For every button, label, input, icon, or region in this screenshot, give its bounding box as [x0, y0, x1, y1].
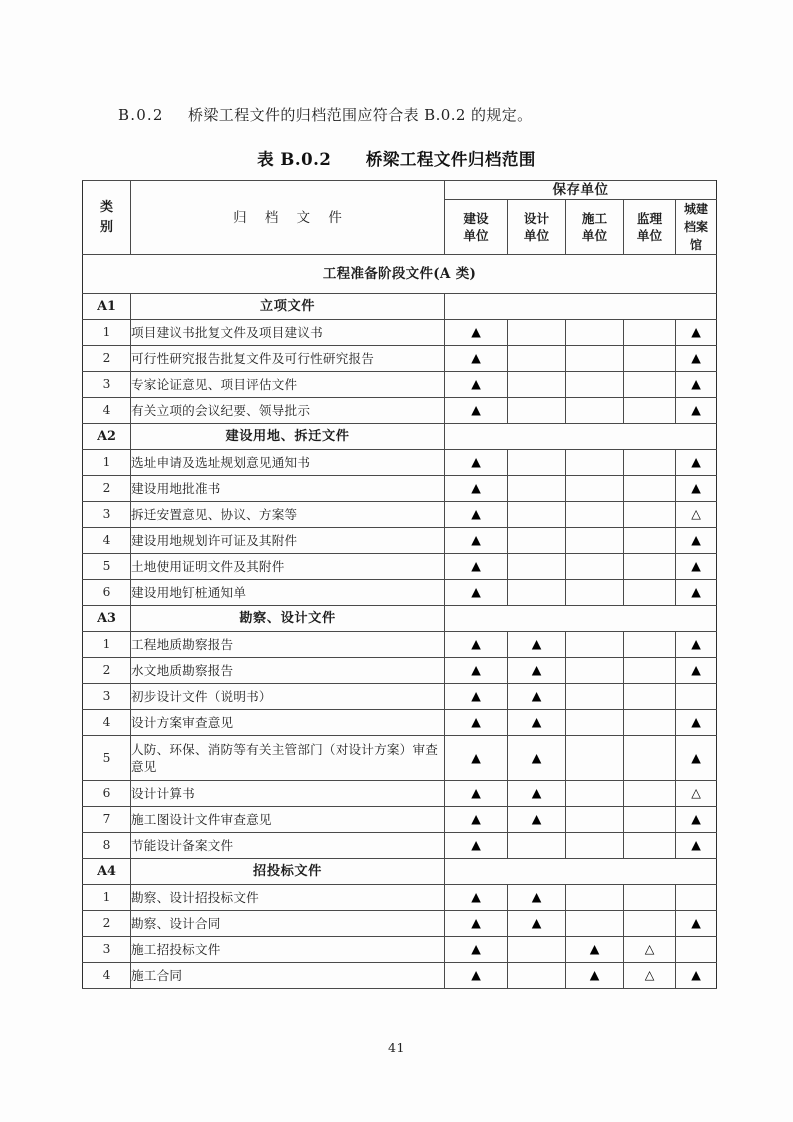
filled-triangle-icon: ▲: [691, 837, 701, 853]
row-mark-unit-3: [566, 398, 624, 424]
row-index: 7: [83, 807, 131, 833]
row-index: 1: [83, 320, 131, 346]
header-unit-line: 设计: [523, 211, 550, 227]
row-mark-unit-3: [566, 807, 624, 833]
group-header-row: [83, 859, 717, 885]
header-unit-line: 馆: [690, 238, 703, 253]
row-mark-unit-3: [566, 554, 624, 580]
row-mark-unit-5: [676, 554, 717, 580]
table-row: [83, 320, 717, 346]
row-document-name: 施工合同: [131, 963, 445, 989]
row-mark-unit-3: [566, 658, 624, 684]
row-document-name: 有关立项的会议纪要、领导批示: [131, 398, 445, 424]
filled-triangle-icon: ▲: [589, 941, 600, 957]
row-mark-unit-2: [508, 963, 566, 989]
row-index: 1: [83, 450, 131, 476]
header-unit-5: [676, 200, 717, 255]
row-mark-unit-5: [676, 450, 717, 476]
row-mark-unit-4: [624, 632, 676, 658]
header-unit-line: 建设: [463, 211, 489, 227]
row-mark-unit-2: [508, 476, 566, 502]
row-mark-unit-4: [624, 476, 676, 502]
row-mark-unit-1: [445, 937, 508, 963]
header-unit-line: 单位: [463, 228, 489, 244]
archive-scope-table: [82, 180, 717, 989]
row-index: 3: [83, 937, 131, 963]
row-mark-unit-2: [508, 710, 566, 736]
clause-text: 桥梁工程文件的归档范围应符合表 B.0.2 的规定。: [188, 106, 533, 124]
table-row: [83, 911, 717, 937]
filled-triangle-icon: ▲: [471, 532, 481, 548]
row-mark-unit-2: [508, 372, 566, 398]
group-code-A1: A1: [83, 294, 131, 320]
filled-triangle-icon: ▲: [471, 915, 481, 931]
header-unit-4: [624, 200, 676, 255]
filled-triangle-icon: ▲: [471, 350, 481, 366]
row-index: 5: [83, 736, 131, 781]
filled-triangle-icon: ▲: [471, 506, 481, 522]
row-mark-unit-5: [676, 476, 717, 502]
row-index: 3: [83, 372, 131, 398]
table-row: [83, 502, 717, 528]
row-mark-unit-4: [624, 554, 676, 580]
row-mark-unit-4: [624, 528, 676, 554]
row-mark-unit-1: [445, 528, 508, 554]
group-title-A1: 立项文件: [131, 294, 445, 320]
table-row: [83, 781, 717, 807]
table-row: [83, 807, 717, 833]
row-document-name: 可行性研究报告批复文件及可行性研究报告: [131, 346, 445, 372]
filled-triangle-icon: ▲: [691, 350, 701, 366]
row-mark-unit-1: [445, 736, 508, 781]
row-mark-unit-4: [624, 684, 676, 710]
row-index: 2: [83, 476, 131, 502]
row-mark-unit-5: [676, 710, 717, 736]
row-mark-unit-1: [445, 963, 508, 989]
table-row: [83, 963, 717, 989]
group-title-A2: 建设用地、拆迁文件: [131, 424, 445, 450]
header-unit-1: [445, 200, 508, 255]
filled-triangle-icon: ▲: [691, 811, 701, 827]
row-mark-unit-4: [624, 502, 676, 528]
row-mark-unit-5: [676, 398, 717, 424]
row-document-name: 勘察、设计合同: [131, 911, 445, 937]
row-mark-unit-3: [566, 528, 624, 554]
filled-triangle-icon: ▲: [691, 324, 701, 340]
table-row: [83, 580, 717, 606]
row-mark-unit-4: [624, 320, 676, 346]
row-document-name: 初步设计文件（说明书）: [131, 684, 445, 710]
row-mark-unit-2: [508, 632, 566, 658]
row-mark-unit-3: [566, 476, 624, 502]
row-mark-unit-4: [624, 911, 676, 937]
row-mark-unit-4: [624, 580, 676, 606]
header-unit-line: 单位: [636, 228, 663, 244]
table-caption: [0, 146, 793, 170]
row-document-name: 工程地质勘察报告: [131, 632, 445, 658]
row-index: 3: [83, 684, 131, 710]
group-blank-cells: [445, 294, 717, 320]
filled-triangle-icon: ▲: [471, 941, 481, 957]
filled-triangle-icon: ▲: [471, 584, 481, 600]
filled-triangle-icon: ▲: [471, 811, 481, 827]
row-document-name: 专家论证意见、项目评估文件: [131, 372, 445, 398]
filled-triangle-icon: ▲: [471, 688, 481, 704]
group-blank-cells: [445, 424, 717, 450]
row-index: 5: [83, 554, 131, 580]
filled-triangle-icon: ▲: [691, 967, 701, 983]
row-index: 6: [83, 580, 131, 606]
row-mark-unit-5: [676, 885, 717, 911]
row-document-name: 设计方案审查意见: [131, 710, 445, 736]
row-mark-unit-3: [566, 346, 624, 372]
hollow-triangle-icon: △: [644, 967, 655, 983]
row-mark-unit-1: [445, 372, 508, 398]
row-mark-unit-2: [508, 658, 566, 684]
row-mark-unit-4: [624, 736, 676, 781]
row-mark-unit-2: [508, 450, 566, 476]
filled-triangle-icon: ▲: [471, 324, 481, 340]
row-mark-unit-3: [566, 911, 624, 937]
row-mark-unit-2: [508, 528, 566, 554]
filled-triangle-icon: ▲: [471, 402, 481, 418]
row-mark-unit-2: [508, 502, 566, 528]
row-mark-unit-3: [566, 885, 624, 911]
row-mark-unit-4: [624, 781, 676, 807]
row-mark-unit-5: [676, 937, 717, 963]
row-mark-unit-5: [676, 502, 717, 528]
row-mark-unit-2: [508, 833, 566, 859]
row-mark-unit-5: [676, 658, 717, 684]
row-mark-unit-5: [676, 807, 717, 833]
row-mark-unit-1: [445, 320, 508, 346]
row-mark-unit-2: [508, 554, 566, 580]
row-mark-unit-1: [445, 554, 508, 580]
group-header-row: [83, 294, 717, 320]
filled-triangle-icon: ▲: [471, 636, 481, 652]
filled-triangle-icon: ▲: [531, 662, 542, 678]
row-mark-unit-1: [445, 580, 508, 606]
row-index: 3: [83, 502, 131, 528]
row-mark-unit-3: [566, 580, 624, 606]
row-mark-unit-4: [624, 398, 676, 424]
header-category-char: 类: [99, 200, 113, 216]
row-mark-unit-1: [445, 885, 508, 911]
row-mark-unit-2: [508, 580, 566, 606]
row-mark-unit-2: [508, 398, 566, 424]
header-preservation-unit-group: 保存单位: [445, 181, 717, 200]
row-mark-unit-4: [624, 372, 676, 398]
row-mark-unit-1: [445, 911, 508, 937]
table-row: [83, 398, 717, 424]
row-mark-unit-4: [624, 885, 676, 911]
row-document-name: 节能设计备案文件: [131, 833, 445, 859]
row-index: 1: [83, 632, 131, 658]
row-mark-unit-5: [676, 528, 717, 554]
row-mark-unit-3: [566, 963, 624, 989]
filled-triangle-icon: ▲: [691, 714, 701, 730]
clause-line: [118, 104, 533, 125]
filled-triangle-icon: ▲: [691, 480, 701, 496]
table-row: [83, 528, 717, 554]
header-unit-line: 单位: [581, 228, 608, 244]
group-code-A2: A2: [83, 424, 131, 450]
group-blank-cells: [445, 859, 717, 885]
header-unit-3: [566, 200, 624, 255]
section-banner-row: [83, 255, 717, 294]
header-document: 归 档 文 件: [131, 181, 445, 255]
row-mark-unit-3: [566, 372, 624, 398]
filled-triangle-icon: ▲: [471, 662, 481, 678]
row-mark-unit-2: [508, 320, 566, 346]
clause-number: B.0.2: [118, 106, 164, 124]
row-document-name: 土地使用证明文件及其附件: [131, 554, 445, 580]
filled-triangle-icon: ▲: [691, 558, 701, 574]
row-mark-unit-1: [445, 658, 508, 684]
caption-title: 桥梁工程文件归档范围: [365, 150, 536, 169]
table-row: [83, 736, 717, 781]
table-row: [83, 346, 717, 372]
group-code-A3: A3: [83, 606, 131, 632]
filled-triangle-icon: ▲: [531, 714, 542, 730]
filled-triangle-icon: ▲: [691, 402, 701, 418]
table-row: [83, 833, 717, 859]
row-index: 4: [83, 710, 131, 736]
row-mark-unit-4: [624, 963, 676, 989]
filled-triangle-icon: ▲: [471, 714, 481, 730]
row-index: 4: [83, 528, 131, 554]
filled-triangle-icon: ▲: [471, 454, 481, 470]
header-unit-line: 城建: [684, 202, 709, 217]
table-row: [83, 632, 717, 658]
row-mark-unit-5: [676, 684, 717, 710]
table-row: [83, 372, 717, 398]
group-title-A3: 勘察、设计文件: [131, 606, 445, 632]
filled-triangle-icon: ▲: [471, 480, 481, 496]
filled-triangle-icon: ▲: [691, 662, 701, 678]
row-mark-unit-1: [445, 632, 508, 658]
filled-triangle-icon: ▲: [531, 811, 542, 827]
row-mark-unit-1: [445, 450, 508, 476]
row-mark-unit-5: [676, 580, 717, 606]
row-mark-unit-5: [676, 346, 717, 372]
filled-triangle-icon: ▲: [471, 558, 481, 574]
row-mark-unit-2: [508, 911, 566, 937]
section-banner: 工程准备阶段文件(A 类): [83, 255, 717, 294]
group-title-A4: 招投标文件: [131, 859, 445, 885]
group-code-A4: A4: [83, 859, 131, 885]
table-row: [83, 710, 717, 736]
row-mark-unit-4: [624, 450, 676, 476]
row-mark-unit-1: [445, 476, 508, 502]
header-category-char: 别: [99, 219, 113, 235]
table-row: [83, 937, 717, 963]
table-row: [83, 554, 717, 580]
row-mark-unit-1: [445, 807, 508, 833]
header-unit-line: 监理: [636, 211, 663, 227]
row-index: 2: [83, 346, 131, 372]
table-row: [83, 476, 717, 502]
table-row: [83, 658, 717, 684]
row-mark-unit-5: [676, 632, 717, 658]
row-document-name: 拆迁安置意见、协议、方案等: [131, 502, 445, 528]
row-mark-unit-3: [566, 320, 624, 346]
filled-triangle-icon: ▲: [589, 967, 600, 983]
filled-triangle-icon: ▲: [691, 749, 701, 765]
row-mark-unit-5: [676, 911, 717, 937]
header-unit-line: 单位: [523, 228, 550, 244]
row-mark-unit-4: [624, 937, 676, 963]
row-mark-unit-3: [566, 937, 624, 963]
row-document-name: 项目建议书批复文件及项目建议书: [131, 320, 445, 346]
row-document-name: 建设用地规划许可证及其附件: [131, 528, 445, 554]
row-mark-unit-3: [566, 736, 624, 781]
row-mark-unit-3: [566, 781, 624, 807]
filled-triangle-icon: ▲: [531, 889, 542, 905]
hollow-triangle-icon: △: [691, 785, 701, 801]
row-document-name: 人防、环保、消防等有关主管部门（对设计方案）审查意见: [131, 736, 445, 781]
header-unit-line: 档案: [684, 220, 709, 235]
row-mark-unit-5: [676, 833, 717, 859]
row-document-name: 勘察、设计招投标文件: [131, 885, 445, 911]
filled-triangle-icon: ▲: [531, 915, 542, 931]
row-mark-unit-2: [508, 781, 566, 807]
group-blank-cells: [445, 606, 717, 632]
filled-triangle-icon: ▲: [691, 584, 701, 600]
hollow-triangle-icon: △: [691, 506, 701, 522]
table-row: [83, 684, 717, 710]
row-index: 1: [83, 885, 131, 911]
hollow-triangle-icon: △: [644, 941, 655, 957]
filled-triangle-icon: ▲: [471, 837, 481, 853]
row-document-name: 设计计算书: [131, 781, 445, 807]
row-index: 4: [83, 963, 131, 989]
row-mark-unit-1: [445, 710, 508, 736]
row-mark-unit-5: [676, 963, 717, 989]
row-mark-unit-3: [566, 833, 624, 859]
filled-triangle-icon: ▲: [471, 785, 481, 801]
row-mark-unit-5: [676, 372, 717, 398]
row-document-name: 建设用地钉桩通知单: [131, 580, 445, 606]
archive-scope-table-container: [82, 180, 716, 989]
row-mark-unit-1: [445, 346, 508, 372]
filled-triangle-icon: ▲: [471, 376, 481, 392]
row-document-name: 选址申请及选址规划意见通知书: [131, 450, 445, 476]
row-mark-unit-1: [445, 684, 508, 710]
table-row: [83, 885, 717, 911]
row-index: 4: [83, 398, 131, 424]
row-mark-unit-3: [566, 632, 624, 658]
page-number: 41: [388, 1040, 405, 1055]
filled-triangle-icon: ▲: [471, 749, 481, 765]
filled-triangle-icon: ▲: [531, 636, 542, 652]
row-mark-unit-2: [508, 937, 566, 963]
row-document-name: 建设用地批准书: [131, 476, 445, 502]
row-mark-unit-2: [508, 346, 566, 372]
row-mark-unit-1: [445, 502, 508, 528]
row-document-name: 施工图设计文件审查意见: [131, 807, 445, 833]
row-mark-unit-2: [508, 807, 566, 833]
row-mark-unit-4: [624, 710, 676, 736]
group-header-row: [83, 424, 717, 450]
header-unit-2: [508, 200, 566, 255]
row-mark-unit-3: [566, 502, 624, 528]
row-mark-unit-4: [624, 807, 676, 833]
table-header-row-primary: [83, 181, 717, 200]
row-mark-unit-3: [566, 710, 624, 736]
filled-triangle-icon: ▲: [531, 688, 542, 704]
row-mark-unit-4: [624, 346, 676, 372]
row-mark-unit-2: [508, 885, 566, 911]
filled-triangle-icon: ▲: [691, 636, 701, 652]
row-mark-unit-5: [676, 320, 717, 346]
filled-triangle-icon: ▲: [691, 532, 701, 548]
filled-triangle-icon: ▲: [471, 889, 481, 905]
group-header-row: [83, 606, 717, 632]
caption-prefix: 表 B.0.2: [257, 150, 332, 169]
row-mark-unit-4: [624, 833, 676, 859]
row-document-name: 水文地质勘察报告: [131, 658, 445, 684]
filled-triangle-icon: ▲: [531, 785, 542, 801]
table-row: [83, 450, 717, 476]
filled-triangle-icon: ▲: [691, 376, 701, 392]
filled-triangle-icon: ▲: [471, 967, 481, 983]
row-mark-unit-5: [676, 781, 717, 807]
filled-triangle-icon: ▲: [691, 915, 701, 931]
row-mark-unit-2: [508, 684, 566, 710]
filled-triangle-icon: ▲: [691, 454, 701, 470]
row-index: 2: [83, 911, 131, 937]
header-category: [83, 181, 131, 255]
row-index: 8: [83, 833, 131, 859]
header-unit-line: 施工: [581, 211, 608, 227]
row-mark-unit-4: [624, 658, 676, 684]
row-mark-unit-1: [445, 833, 508, 859]
row-mark-unit-3: [566, 684, 624, 710]
row-index: 6: [83, 781, 131, 807]
row-document-name: 施工招投标文件: [131, 937, 445, 963]
row-index: 2: [83, 658, 131, 684]
row-mark-unit-3: [566, 450, 624, 476]
row-mark-unit-1: [445, 398, 508, 424]
row-mark-unit-5: [676, 736, 717, 781]
filled-triangle-icon: ▲: [531, 749, 542, 765]
row-mark-unit-2: [508, 736, 566, 781]
row-mark-unit-1: [445, 781, 508, 807]
